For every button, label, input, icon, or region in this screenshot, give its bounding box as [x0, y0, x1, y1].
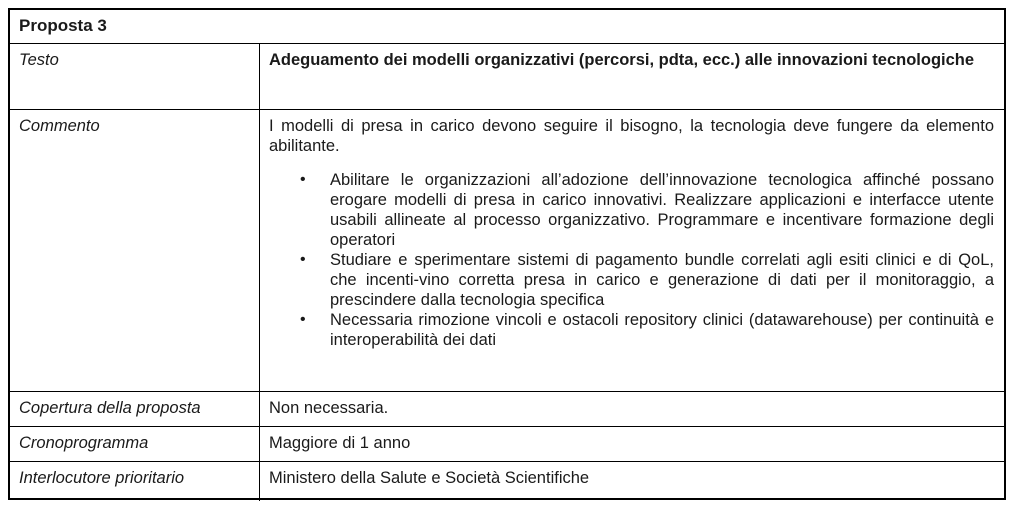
commento-intro: I modelli di presa in carico devono seguire il bisogno, la tecnologia deve fungere da elemento abilitante. [269, 117, 994, 155]
value-commento [260, 110, 1004, 391]
list-item [300, 170, 994, 250]
value-interlocutore: Ministero della Salute e Società Scientifiche [269, 469, 590, 487]
bullet-text: Studiare e sperimentare sistemi di pagamento bundle correlati agli esiti clinici e di QoL, che incenti-vino corretta presa in carico e generazione di dati per il monitoraggio, a prescindere dalla tecnologia specifica [330, 251, 994, 309]
bullet-icon: • [300, 311, 306, 328]
row-interlocutore [10, 462, 1004, 501]
row-cronoprogramma [10, 427, 1004, 462]
bullet-text: Abilitare le organizzazioni all’adozione dell’innovazione tecnologica affinché possano erogare modelli di presa in carico innovativi. Realizzare applicazioni e interfacce utente usabili allineate al processo organizzativo. Programmare e incentivare formazione degli operatori [330, 171, 994, 249]
label-interlocutore: Interlocutore prioritario [10, 462, 260, 501]
table-title: Proposta 3 [10, 10, 1004, 44]
value-testo: Adeguamento dei modelli organizzativi (percorsi, pdta, ecc.) alle innovazioni tecnologiche [269, 51, 975, 69]
list-item [300, 250, 994, 310]
row-commento [10, 110, 1004, 392]
list-item [300, 310, 994, 350]
bullet-icon: • [300, 251, 306, 268]
label-copertura: Copertura della proposta [10, 392, 260, 426]
bullet-icon: • [300, 171, 306, 188]
value-copertura: Non necessaria. [269, 399, 389, 417]
label-testo: Testo [10, 44, 260, 109]
row-copertura [10, 392, 1004, 427]
bullet-text: Necessaria rimozione vincoli e ostacoli repository clinici (datawarehouse) per continuità e interoperabilità dei dati [330, 311, 994, 349]
commento-bullet-list [269, 170, 994, 350]
value-cronoprogramma: Maggiore di 1 anno [269, 434, 411, 452]
row-testo [10, 44, 1004, 110]
proposal-table [8, 8, 1006, 500]
label-cronoprogramma: Cronoprogramma [10, 427, 260, 461]
label-commento: Commento [10, 110, 260, 391]
